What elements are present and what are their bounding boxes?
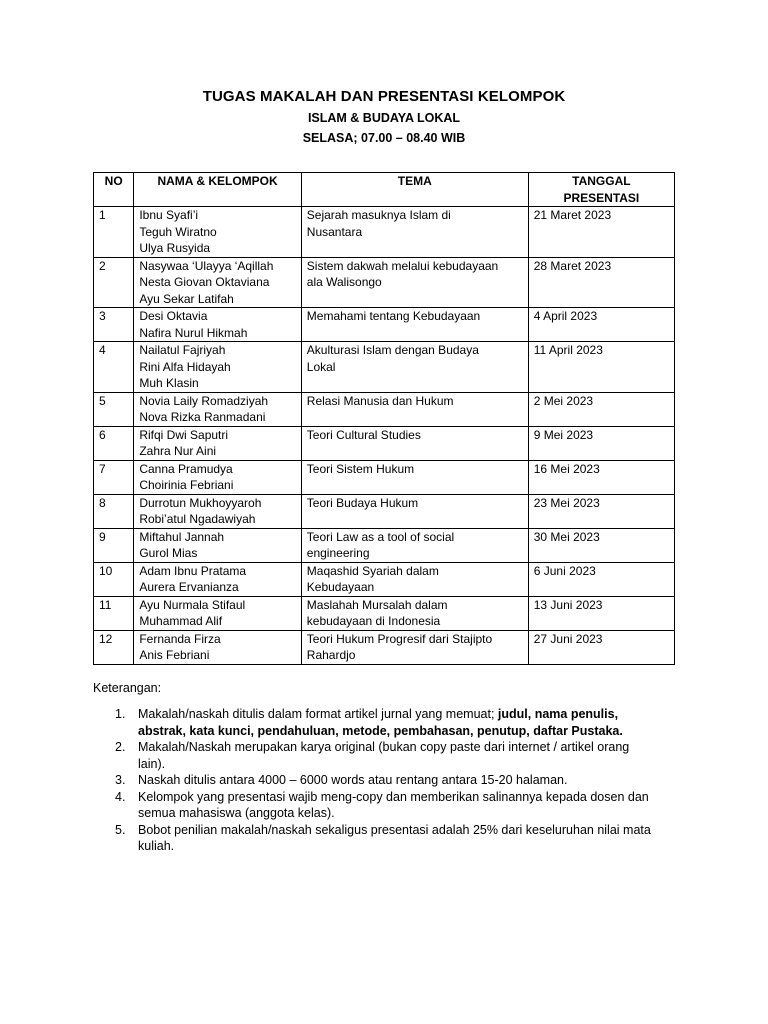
- member-name: Robi’atul Ngadawiyah: [139, 512, 256, 526]
- table-row: [94, 342, 675, 393]
- notes-item-line: [138, 723, 683, 740]
- cell-names: [134, 342, 301, 393]
- member-name: Nailatul Fajriyah: [139, 343, 226, 357]
- table-row: [94, 308, 675, 342]
- cell-tanggal: 16 Mei 2023: [528, 460, 674, 494]
- notes-item-number: 2.: [115, 740, 126, 754]
- notes-item-line: [138, 756, 683, 773]
- cell-no: 11: [94, 596, 134, 630]
- member-name: Zahra Nur Aini: [139, 444, 217, 458]
- table-row: [94, 257, 675, 308]
- notes-item-number: 5.: [115, 822, 126, 837]
- notes-bold-text: abstrak, kata kunci, pendahuluan, metode, pembahasan, penutup, daftar Pustaka.: [138, 723, 623, 738]
- tema-line: Sejarah masuknya Islam di: [306, 208, 451, 222]
- member-name: Ayu Nurmala Stifaul: [139, 597, 246, 612]
- notes-item-line: [138, 706, 683, 723]
- cell-no: 3: [94, 308, 134, 342]
- cell-no: 2: [94, 257, 134, 308]
- cell-tanggal: 30 Mei 2023: [528, 528, 674, 562]
- table-header-row: [94, 173, 675, 207]
- cell-names: [134, 207, 301, 258]
- cell-tanggal: 21 Maret 2023: [528, 207, 674, 258]
- notes-item-line: [138, 789, 683, 806]
- table-row: [94, 460, 675, 494]
- member-name: Ulya Rusyida: [139, 241, 211, 255]
- cell-no: 10: [94, 562, 134, 596]
- cell-tanggal: 4 April 2023: [528, 308, 674, 342]
- member-name: Adam Ibnu Pratama: [139, 563, 247, 578]
- member-name: Desi Oktavia: [139, 309, 208, 323]
- tema-line: ala Walisongo: [306, 275, 382, 289]
- notes-item-number: 3.: [115, 773, 126, 787]
- schedule-time: SELASA; 07.00 – 08.40 WIB: [302, 131, 466, 145]
- member-name: Rifqi Dwi Saputri: [139, 427, 229, 442]
- cell-tanggal: 23 Mei 2023: [528, 494, 674, 528]
- notes-item-line: [138, 739, 683, 756]
- cell-no: 7: [94, 460, 134, 494]
- schedule-table: [93, 172, 675, 665]
- cell-tanggal: 11 April 2023: [528, 342, 674, 393]
- notes-item: [93, 822, 683, 855]
- table-row: [94, 426, 675, 460]
- member-name: Rini Alfa Hidayah: [139, 359, 231, 374]
- cell-names: [134, 562, 301, 596]
- notes-item: [93, 706, 683, 739]
- notes-item-number: 1.: [115, 707, 126, 721]
- cell-tema: [301, 426, 528, 460]
- cell-no: 8: [94, 494, 134, 528]
- member-name: Muhammad Alif: [139, 614, 223, 628]
- cell-names: [134, 596, 301, 630]
- cell-tanggal: 9 Mei 2023: [528, 426, 674, 460]
- cell-names: [134, 308, 301, 342]
- cell-tema: [301, 494, 528, 528]
- header-tanggal: [528, 173, 674, 207]
- table-row: [94, 392, 675, 426]
- table-row: [94, 562, 675, 596]
- table-row: [94, 207, 675, 258]
- notes-item-line: [138, 822, 683, 839]
- cell-tema: [301, 342, 528, 393]
- notes-text: Makalah/naskah ditulis dalam format artikel jurnal yang memuat;: [138, 707, 498, 721]
- cell-names: [134, 426, 301, 460]
- notes-text: kuliah.: [138, 839, 175, 853]
- member-name: Nasywaa ‘Ulayya ‘Aqillah: [139, 258, 274, 273]
- tema-line: Relasi Manusia dan Hukum: [306, 393, 454, 408]
- notes-item: [93, 789, 683, 822]
- cell-tanggal: 2 Mei 2023: [528, 392, 674, 426]
- notes-text: semua mahasiswa (anggota kelas).: [138, 806, 335, 820]
- cell-names: [134, 494, 301, 528]
- tema-line: Teori Budaya Hukum: [306, 495, 419, 510]
- member-name: Fernanda Firza: [139, 631, 221, 646]
- notes-text: Kelompok yang presentasi wajib meng-copy dan memberikan salinannya kepada dosen dan: [138, 789, 649, 804]
- notes-item-line: [138, 838, 683, 855]
- notes-list: [93, 706, 683, 855]
- notes-text: Makalah/Naskah merupakan karya original (bukan copy paste dari internet / artikel orang: [138, 740, 630, 754]
- tema-line: engineering: [306, 546, 370, 560]
- header-tema: TEMA: [301, 173, 528, 207]
- member-name: Nova Rizka Ranmadani: [139, 410, 266, 424]
- header-tanggal-line1: TANGGAL: [572, 174, 631, 188]
- document-title: TUGAS MAKALAH DAN PRESENTASI KELOMPOK: [202, 88, 566, 105]
- notes-item-number: 4.: [115, 789, 126, 804]
- table-row: [94, 528, 675, 562]
- table-row: [94, 494, 675, 528]
- cell-no: 12: [94, 630, 134, 664]
- tema-line: Akulturasi Islam dengan Budaya: [306, 343, 479, 357]
- notes-text: lain).: [138, 756, 166, 771]
- cell-tema: [301, 528, 528, 562]
- cell-tema: [301, 257, 528, 308]
- tema-line: Memahami tentang Kebudayaan: [306, 309, 481, 323]
- tema-line: Rahardjo: [306, 648, 356, 662]
- cell-no: 5: [94, 392, 134, 426]
- member-name: Ayu Sekar Latifah: [139, 291, 234, 306]
- notes-text: Bobot penilian makalah/naskah sekaligus presentasi adalah 25% dari keseluruhan nilai mata: [138, 822, 651, 837]
- cell-names: [134, 257, 301, 308]
- member-name: Gurol Mias: [139, 546, 198, 560]
- cell-names: [134, 392, 301, 426]
- tema-line: Teori Cultural Studies: [306, 427, 421, 442]
- member-name: Nesta Giovan Oktaviana: [139, 275, 270, 289]
- cell-tanggal: 6 Juni 2023: [528, 562, 674, 596]
- tema-line: Kebudayaan: [306, 580, 375, 594]
- member-name: Canna Pramudya: [139, 461, 233, 476]
- tema-line: Teori Law as a tool of social: [306, 529, 455, 544]
- member-name: Muh Klasin: [139, 376, 199, 390]
- tema-line: Maslahah Mursalah dalam: [306, 597, 448, 612]
- tema-line: Teori Hukum Progresif dari Stajipto: [306, 631, 493, 646]
- notes-text: Naskah ditulis antara 4000 – 6000 words atau rentang antara 15-20 halaman.: [138, 773, 568, 787]
- table-row: [94, 596, 675, 630]
- cell-names: [134, 630, 301, 664]
- cell-tema: [301, 308, 528, 342]
- tema-line: kebudayaan di Indonesia: [306, 614, 441, 628]
- member-name: Choirinia Febriani: [139, 478, 234, 492]
- tema-line: Lokal: [306, 359, 336, 374]
- cell-tema: [301, 562, 528, 596]
- course-subtitle: ISLAM & BUDAYA LOKAL: [307, 111, 461, 125]
- header-no: NO: [94, 173, 134, 207]
- cell-no: 4: [94, 342, 134, 393]
- notes-item-line: [138, 805, 683, 822]
- tema-line: Teori Sistem Hukum: [306, 461, 415, 476]
- tema-line: Nusantara: [306, 224, 363, 239]
- notes-label: Keterangan:: [93, 681, 162, 695]
- cell-tema: [301, 207, 528, 258]
- member-name: Miftahul Jannah: [139, 529, 225, 544]
- member-name: Teguh Wiratno: [139, 224, 217, 239]
- cell-no: 6: [94, 426, 134, 460]
- header-tanggal-line2: PRESENTASI: [563, 190, 640, 205]
- member-name: Durrotun Mukhoyyaroh: [139, 495, 262, 510]
- cell-no: 9: [94, 528, 134, 562]
- member-name: Novia Laily Romadziyah: [139, 393, 269, 408]
- cell-names: [134, 528, 301, 562]
- tema-line: Sistem dakwah melalui kebudayaan: [306, 258, 499, 273]
- cell-tema: [301, 630, 528, 664]
- notes-item: [93, 739, 683, 772]
- notes-item: [93, 772, 683, 789]
- cell-tanggal: 27 Juni 2023: [528, 630, 674, 664]
- notes-item-line: [138, 772, 683, 789]
- table-row: [94, 630, 675, 664]
- cell-tanggal: 28 Maret 2023: [528, 257, 674, 308]
- tema-line: Maqashid Syariah dalam: [306, 563, 439, 578]
- member-name: Nafira Nurul Hikmah: [139, 325, 248, 340]
- cell-tanggal: 13 Juni 2023: [528, 596, 674, 630]
- cell-names: [134, 460, 301, 494]
- notes-bold-text: judul, nama penulis,: [497, 707, 619, 721]
- member-name: Ibnu Syafi’i: [139, 208, 199, 222]
- member-name: Anis Febriani: [139, 648, 210, 662]
- table-body: [94, 207, 675, 665]
- cell-no: 1: [94, 207, 134, 258]
- header-nama: NAMA & KELOMPOK: [134, 173, 301, 207]
- member-name: Aurera Ervanianza: [139, 580, 239, 594]
- cell-tema: [301, 460, 528, 494]
- cell-tema: [301, 392, 528, 426]
- cell-tema: [301, 596, 528, 630]
